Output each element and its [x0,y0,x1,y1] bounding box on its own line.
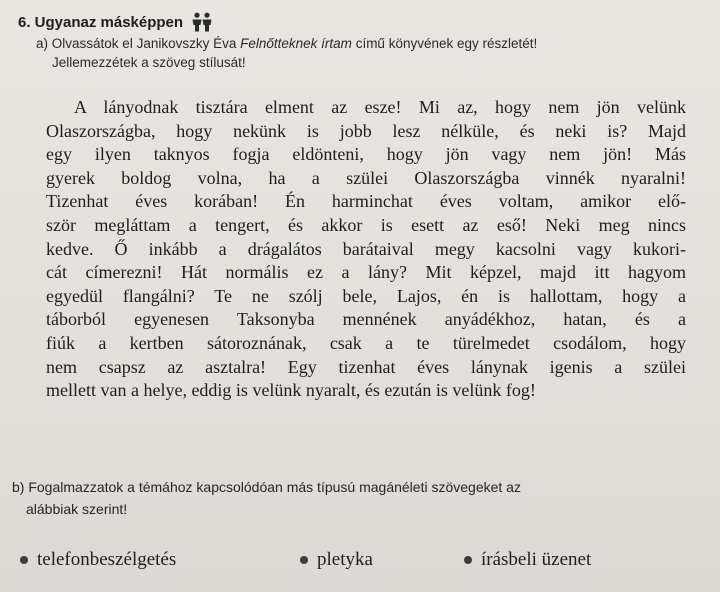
bullet-icon [464,556,472,564]
task-b-instruction [12,476,702,520]
task-b-text: Fogalmazzatok a témához kapcsolódóan más típusú magánéleti szövegeket az [28,479,521,495]
passage-line: gyerek boldog volna, ha a szülei Olaszországba vinnék nyaralni! [46,167,686,188]
bullet-icon [300,556,308,564]
task-a-text-after: című könyvének egy részletét! [355,36,538,51]
task-b-line-2: alábbiak szerint! [26,501,128,517]
task-b-line-1 [12,476,702,498]
passage-line: táborból egyenesen Taksonyba mennének anyádékhoz, hatan, és a [46,309,686,330]
exercise-title: 6. Ugyanaz másképpen [18,13,184,31]
task-a-instruction [36,34,676,72]
passage-line: nem csapsz az asztalra! Egy tizenhat éves lánynak igenis a szülei [46,356,686,377]
task-a-line-1 [36,34,676,53]
passage-line: mellett van a helye, eddig is velünk nyaralt, és ezután is velünk fog! [46,380,536,401]
option-item [20,549,176,571]
passage-line: Tizenhat éves korában! Én harminchat éves voltam, amikor elő- [46,191,686,212]
passage-line: kedve. Ő inkább a drágalátos barátaival megy kacsolni vagy kukori- [46,238,686,259]
pair-work-icon [191,12,213,32]
bullet-icon [20,556,28,564]
passage-line: Olaszországba, hogy nekünk is jobb lesz nélküle, és neki is? Majd [46,120,686,141]
passage-line: ször megláttam a tengert, és akkor is esett az eső! Neki meg nincs [46,214,686,235]
option-label: pletyka [317,549,373,570]
option-label: telefonbeszélgetés [37,549,177,570]
literary-passage [46,96,686,403]
passage-line: A lányodnak tisztára elment az esze! Mi az, hogy nem jön velünk [74,97,686,117]
exercise-heading [18,12,213,32]
passage-line: fiúk a kertben sátoroznának, csak a te türelmedet csodálom, hogy [46,332,686,353]
book-title: Felnőtteknek írtam [240,36,352,51]
option-label: írásbeli üzenet [481,549,592,570]
task-b-marker: b) [12,479,25,495]
passage-line: egy ilyen taknyos fogja eldönteni, hogy jön vagy nem jön! Más [46,144,686,165]
option-item [300,549,373,571]
passage-line: egyedül flangálni? Te ne szólj bele, Lajos, én is hallottam, hogy a [46,285,686,306]
task-a-text-before: Olvassátok el Janikovszky Éva [51,36,237,51]
option-list [20,549,700,579]
passage-line: cát címerezni! Hát normális ez a lány? Mit képzel, majd itt hagyom [46,262,686,283]
task-a-line-2: Jellemezzétek a szöveg stílusát! [52,55,246,70]
task-a-marker: a) [36,36,49,51]
option-item [464,549,591,571]
